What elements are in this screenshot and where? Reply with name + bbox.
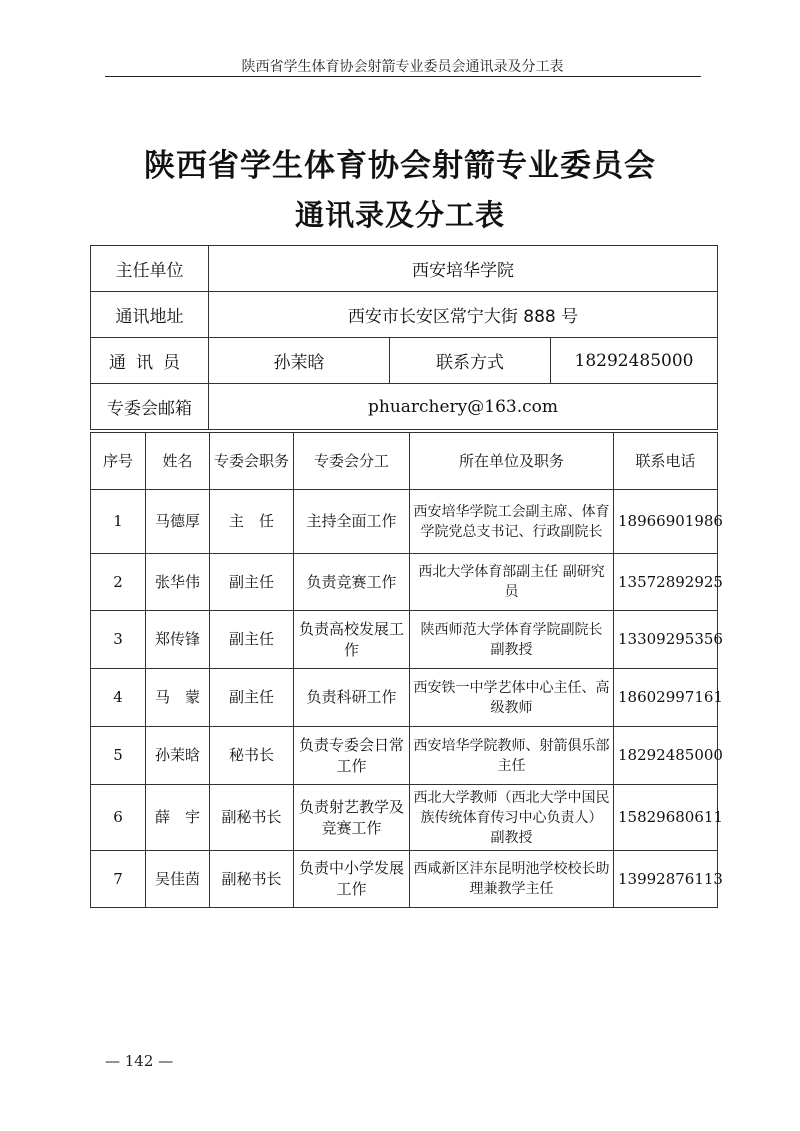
table-row — [91, 669, 718, 727]
table-header-row — [91, 433, 718, 490]
col-header-index: 序号 — [91, 433, 146, 490]
info-table — [90, 245, 718, 430]
col-header-duty: 专委会分工 — [294, 433, 410, 490]
row-index: 2 — [91, 554, 146, 611]
row-duty: 负责射艺教学及竞赛工作 — [294, 785, 410, 851]
row-phone: 13992876113 — [614, 851, 718, 908]
row-index: 1 — [91, 490, 146, 554]
row-phone: 18966901986 — [614, 490, 718, 554]
row-phone: 13572892925 — [614, 554, 718, 611]
row-name: 薛 宇 — [146, 785, 210, 851]
row-index: 4 — [91, 669, 146, 727]
info-row-host-unit — [91, 246, 718, 292]
col-header-name: 姓名 — [146, 433, 210, 490]
row-phone: 15829680611 — [614, 785, 718, 851]
row-duty: 负责高校发展工作 — [294, 611, 410, 669]
row-name: 吴佳茵 — [146, 851, 210, 908]
running-header: 陕西省学生体育协会射箭专业委员会通讯录及分工表 — [241, 59, 564, 75]
table-row — [91, 785, 718, 851]
row-affiliation: 西北大学教师（西北大学中国民族传统体育传习中心负责人） 副教授 — [410, 785, 614, 851]
header-rule — [105, 76, 701, 77]
row-name: 郑传锋 — [146, 611, 210, 669]
table-row — [91, 554, 718, 611]
table-row — [91, 727, 718, 785]
contact-label: 联系方式 — [390, 338, 551, 384]
row-name: 张华伟 — [146, 554, 210, 611]
address-label: 通讯地址 — [91, 292, 209, 338]
row-role: 副主任 — [210, 554, 294, 611]
correspondent-label: 通讯员 — [91, 338, 209, 384]
page-number: — 142 — — [105, 1052, 174, 1070]
row-name: 孙茉晗 — [146, 727, 210, 785]
row-index: 6 — [91, 785, 146, 851]
row-affiliation: 西安培华学院工会副主席、体育学院党总支书记、行政副院长 — [410, 490, 614, 554]
host-unit-value: 西安培华学院 — [209, 246, 718, 292]
info-row-correspondent — [91, 338, 718, 384]
row-duty: 主持全面工作 — [294, 490, 410, 554]
row-affiliation: 陕西师范大学体育学院副院长 副教授 — [410, 611, 614, 669]
contact-value: 18292485000 — [551, 338, 718, 384]
col-header-phone: 联系电话 — [614, 433, 718, 490]
row-phone: 18602997161 — [614, 669, 718, 727]
row-affiliation: 西安培华学院教师、射箭俱乐部主任 — [410, 727, 614, 785]
row-duty: 负责竞赛工作 — [294, 554, 410, 611]
address-value: 西安市长安区常宁大街 888 号 — [209, 292, 718, 338]
row-index: 3 — [91, 611, 146, 669]
row-index: 7 — [91, 851, 146, 908]
row-role: 副秘书长 — [210, 785, 294, 851]
row-name: 马 蒙 — [146, 669, 210, 727]
row-affiliation: 西北大学体育部副主任 副研究员 — [410, 554, 614, 611]
row-duty: 负责科研工作 — [294, 669, 410, 727]
row-duty: 负责中小学发展工作 — [294, 851, 410, 908]
row-index: 5 — [91, 727, 146, 785]
table-row — [91, 851, 718, 908]
row-role: 副主任 — [210, 611, 294, 669]
email-label: 专委会邮箱 — [91, 384, 209, 430]
info-row-email — [91, 384, 718, 430]
row-affiliation: 西安铁一中学艺体中心主任、高级教师 — [410, 669, 614, 727]
col-header-role: 专委会职务 — [210, 433, 294, 490]
document-title: 陕西省学生体育协会射箭专业委员会 — [144, 148, 656, 184]
row-role: 主 任 — [210, 490, 294, 554]
correspondent-name: 孙茉晗 — [209, 338, 390, 384]
table-row — [91, 490, 718, 554]
row-phone: 13309295356 — [614, 611, 718, 669]
host-unit-label: 主任单位 — [91, 246, 209, 292]
info-row-address — [91, 292, 718, 338]
row-affiliation: 西咸新区沣东昆明池学校校长助理兼教学主任 — [410, 851, 614, 908]
table-row — [91, 611, 718, 669]
row-role: 副秘书长 — [210, 851, 294, 908]
row-phone: 18292485000 — [614, 727, 718, 785]
members-table — [90, 432, 723, 908]
col-header-affiliation: 所在单位及职务 — [410, 433, 614, 490]
row-duty: 负责专委会日常工作 — [294, 727, 410, 785]
row-name: 马德厚 — [146, 490, 210, 554]
email-value: phuarchery@163.com — [209, 384, 718, 430]
document-subtitle: 通讯录及分工表 — [294, 198, 505, 232]
row-role: 副主任 — [210, 669, 294, 727]
row-role: 秘书长 — [210, 727, 294, 785]
